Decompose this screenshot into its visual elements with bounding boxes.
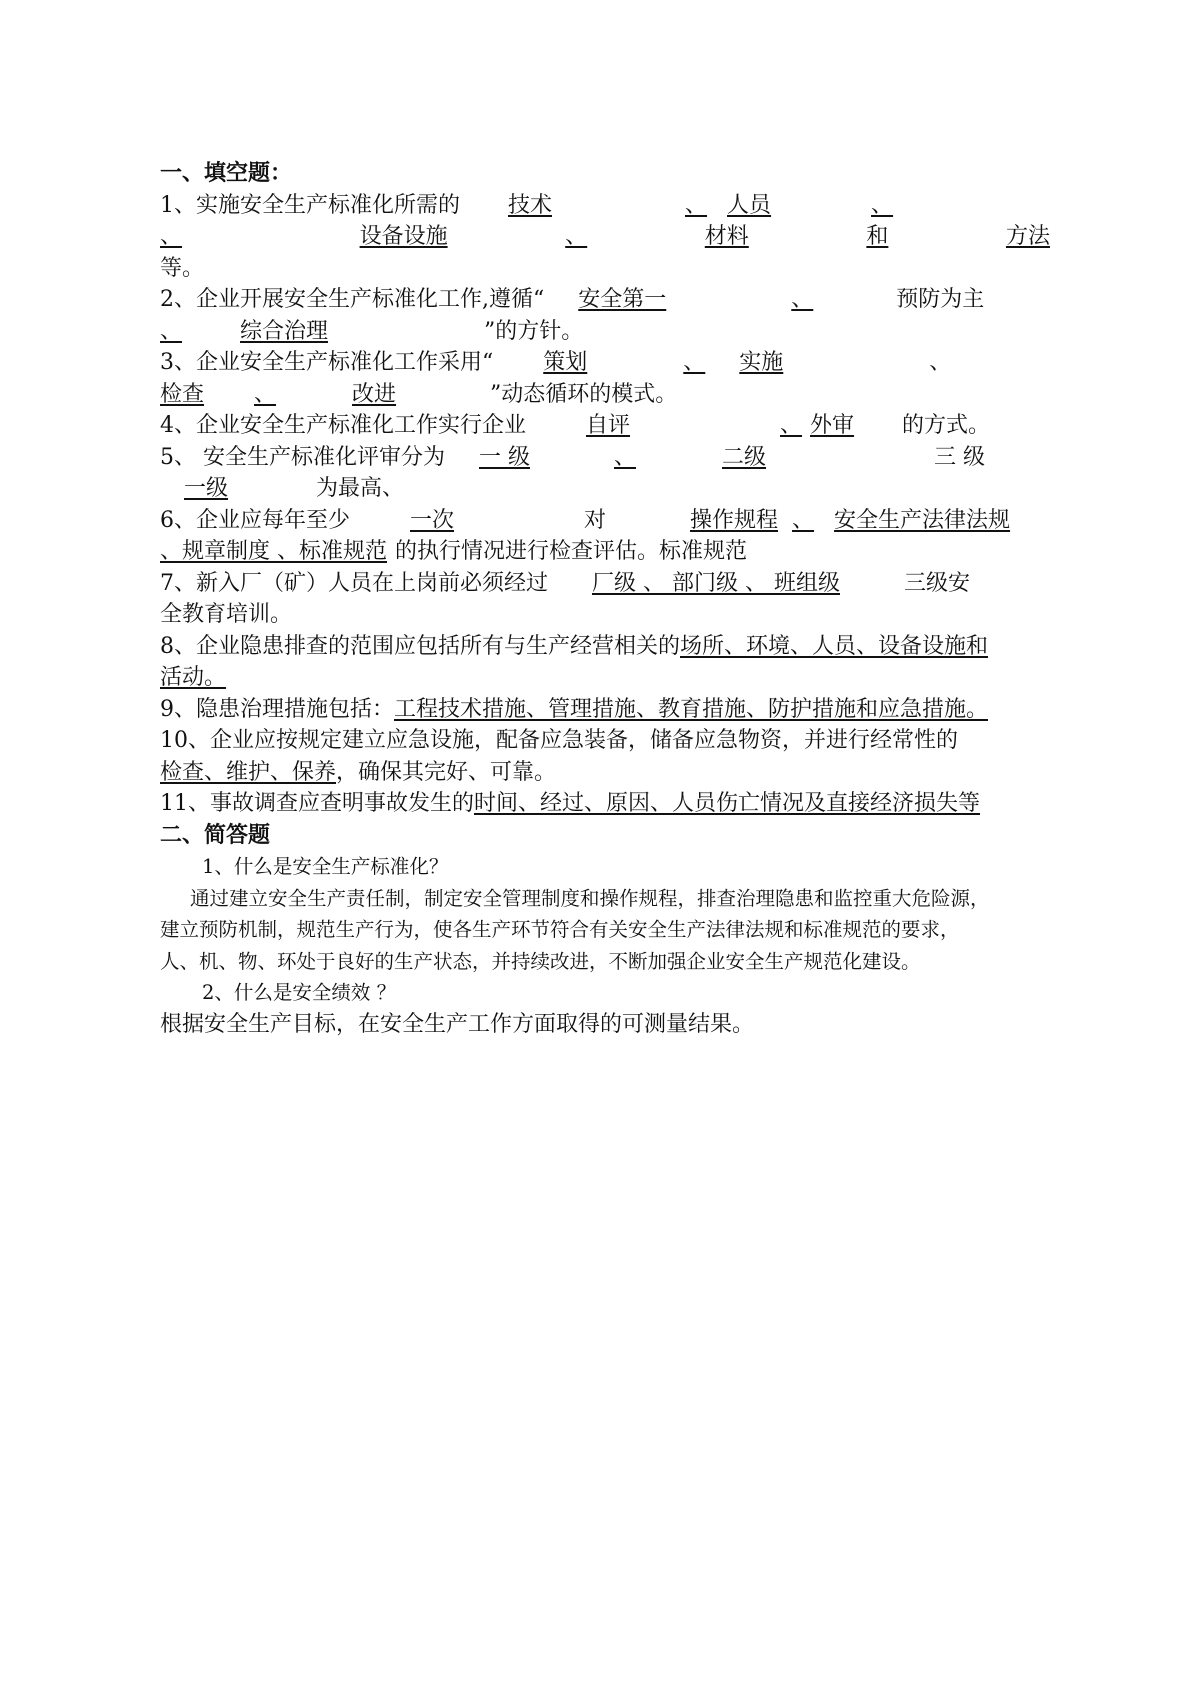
q3-line2: 检查 、 改进 ”动态循环的模式。 [160,381,678,407]
document-content [160,158,1050,1040]
short-question-2: 2、什么是安全绩效 ？ [202,981,397,1004]
short-question-1: 1、什么是安全生产标准化？ [202,855,449,878]
answer-jianchaweihu: 检查、维护、保养 [160,759,337,785]
q8-line1: 8、企业隐患排查的范围应包括所有与生产经营相关的场所、环境、人员、设备设施和 [160,633,989,659]
answer-sanji: 三 级 [934,444,985,470]
short-answer-1-line1: 通过建立安全生产责任制，制定安全管理制度和操作规程，排查治理隐患和监控重大危险源， [190,886,990,910]
short-answer-1-line2: 建立预防机制，规范生产行为，使各生产环节符合有关安全生产法律法规和标准规范的要求， [160,918,960,941]
answer-cailiao: 材料 [704,224,749,249]
answer-anquandiyi: 安全第一 [578,287,667,312]
answer-cehua: 策划 [543,350,588,375]
q7-line1: 7、新入厂（矿）人员在上岗前必须经过 厂级 、 部门级 、 班组级 三级安 [160,570,971,596]
answer-shebeisheshi: 设备设施 [359,224,448,249]
q6-line2: 、规章制度 、标准规范 的执行情况进行检查评估。标准规范 [160,539,748,564]
answer-yiji-highest: 一级 [184,476,229,501]
q1-line3: 等。 [160,255,205,281]
answer-huodong: 活动。 [160,665,227,690]
q10-line1: 10、企业应按规定建立应急设施，配备应急装备，储备应急物资，并进行经常性的 [160,728,958,753]
answer-gaijin: 改进 [352,381,397,407]
q10-line2: 检查、维护、保养，确保其完好、可靠。 [160,759,557,785]
answer-jishu: 技术 [508,192,553,218]
q7-line2: 全教育培训。 [160,602,293,627]
answer-zhilicuoshi: 工程技术措施、管理措施、教育措施、防护措施和应急措施。 [394,696,989,722]
answer-guizhangzhidu: 、规章制度 、标准规范 [160,539,387,564]
answer-yiji-level: 一 级 [479,444,530,470]
short-answer-2: 根据安全生产目标，在安全生产工作方面取得的可测量结果。 [160,1011,755,1037]
answer-falvfagui: 安全生产法律法规 [834,507,1011,533]
section-heading-fill-in: 一、填空题： [160,160,293,186]
q5-line2: 一级 为最高、 [184,476,405,501]
section-heading-short-answer: 二、简答题 [160,821,271,848]
answer-jiancha: 检查 [160,381,205,407]
answer-shiguqingkuang: 时间、经过、原因、人员伤亡情况及直接经济损失等 [474,791,981,816]
q2-line1: 2、企业开展安全生产标准化工作,遵循“ 安全第一 、 预防为主 [160,284,1050,316]
answer-shishi: 实施 [739,350,784,375]
q2-line2: 、 综合治理 ”的方针。 [160,318,584,344]
answer-paichafanwei: 场所、环境、人员、设备设施和 [680,633,989,659]
short-answer-1-line3: 人、机、物、环处于良好的生产状态，并持续改进，不断加强企业安全生产规范化建设。 [160,949,921,973]
answer-ziping: 自评 [586,413,631,438]
answer-yici: 一次 [410,507,455,533]
answer-waishen: 外审 [810,413,855,438]
q1-text: 1、实施安全生产标准化所需的 [160,192,460,218]
answer-zonghezhili: 综合治理 [240,318,329,344]
q1-line2: 、 设备设施 、 材料 和 方法 [160,221,1050,253]
answer-renyuan: 人员 [727,192,772,218]
answer-yufangweizhu: 预防为主 [896,287,985,312]
answer-sanjijiaoyu: 厂级 、 部门级 、 班组级 [592,570,840,596]
q8-line2 [160,662,1050,694]
q5-line1: 5、 安全生产标准化评审分为 一 级 、 二级 三 级 [160,442,1050,474]
answer-erji: 二级 [722,444,767,470]
q1-blank-group: 技术 、 人员 、 [508,192,894,218]
q6-line1: 6、企业应每年至少 一次 对 操作规程 、 安全生产法律法规 [160,507,1011,533]
q11-line: 11、事故调查应查明事故发生的时间、经过、原因、人员伤亡情况及直接经济损失等 [160,791,981,816]
q9-line: 9、隐患治理措施包括：工程技术措施、管理措施、教育措施、防护措施和应急措施。 [160,696,989,722]
q3-line1: 3、企业安全生产标准化工作采用“ 策划 、 实施 、 [160,350,952,375]
answer-fangfa: 方法 [1005,224,1050,249]
q1-line1 [160,190,1050,222]
q4-line: 4、企业安全生产标准化工作实行企业 自评 、 外审 的方式。 [160,413,991,438]
answer-caozuoguicheng: 操作规程 [690,507,779,533]
